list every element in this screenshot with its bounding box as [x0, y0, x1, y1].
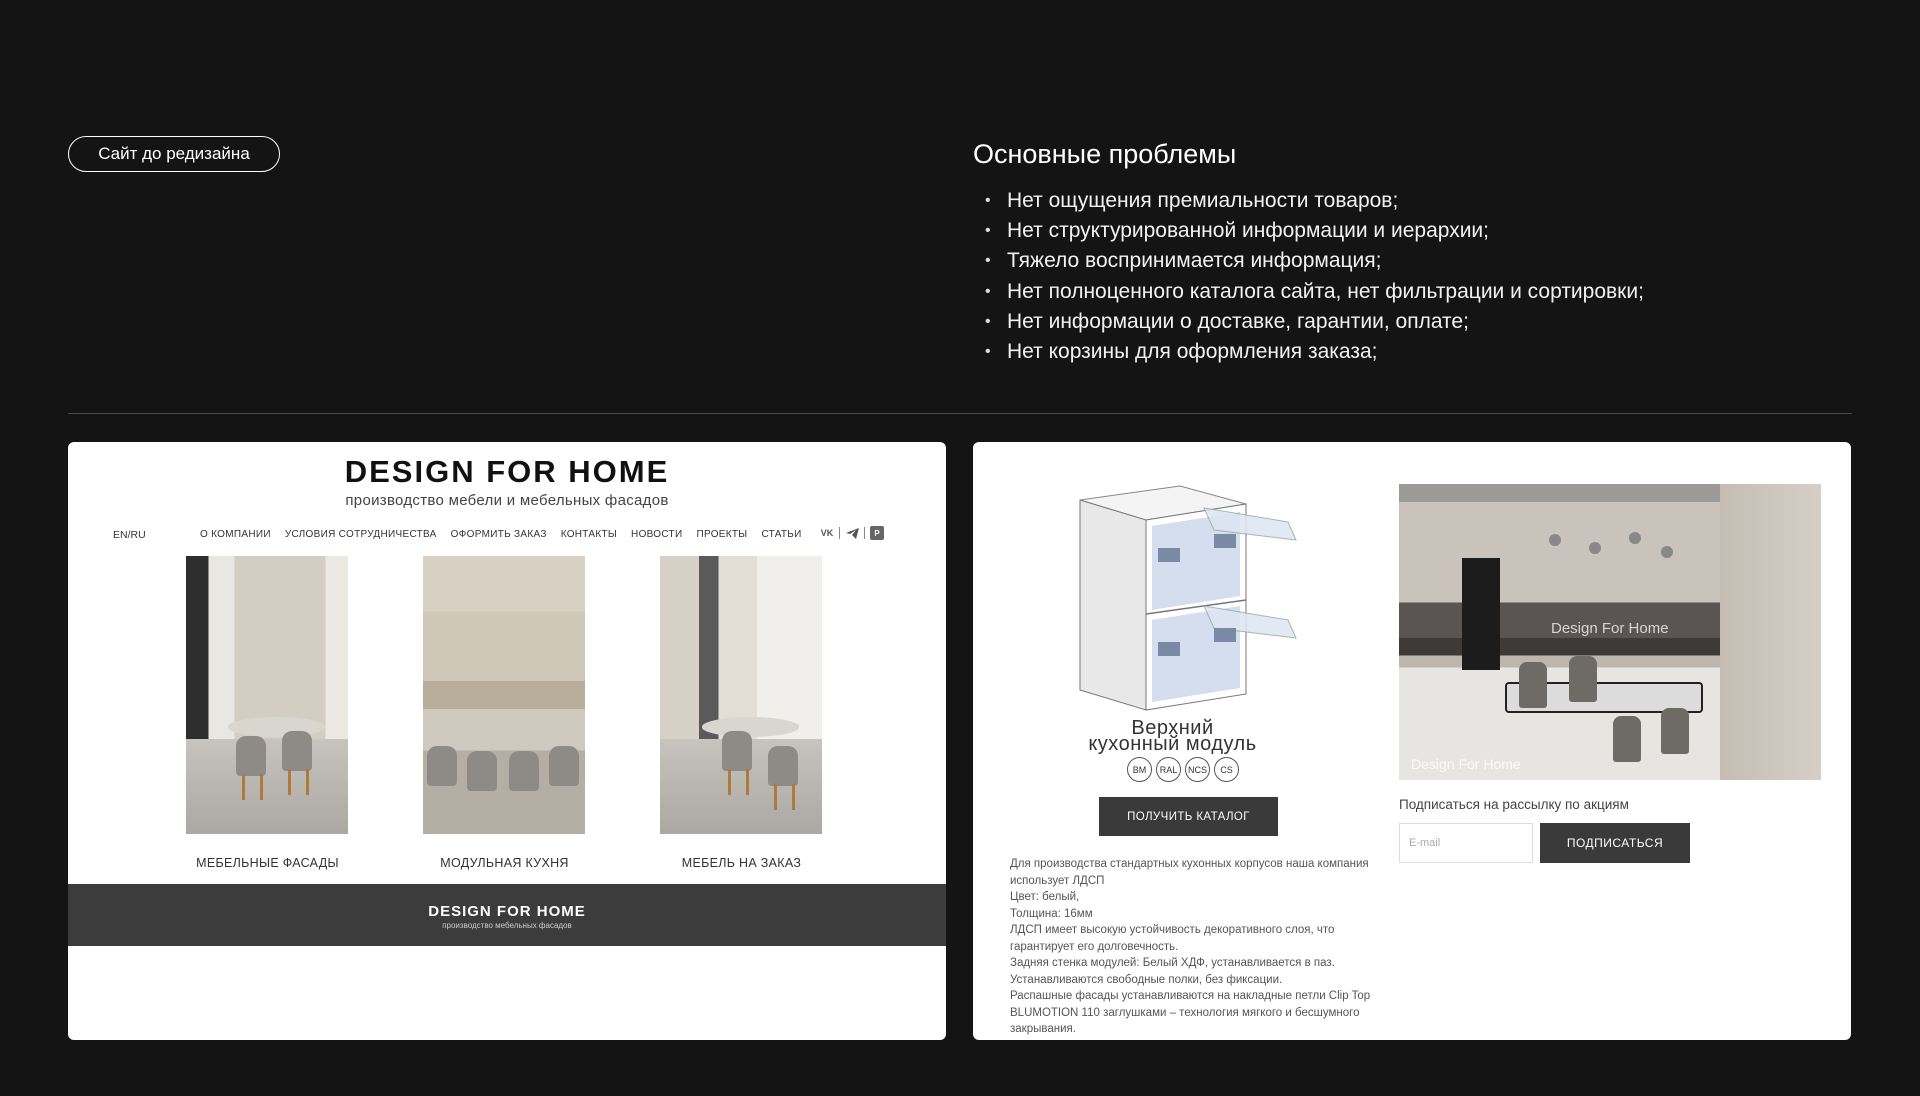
- pendant-lamp: [1661, 546, 1673, 558]
- color-system-badges: [1127, 757, 1239, 782]
- chair-leg: [774, 784, 777, 810]
- problem-item: • Нет полноценного каталога сайта, нет фильтрации и сортировки;: [973, 277, 1853, 307]
- old-homepage-screenshot: [68, 442, 946, 1040]
- description-line: Для производства стандартных кухонных корпусов наша компания использует ЛДСП: [1010, 858, 1369, 887]
- nav-item-order[interactable]: ОФОРМИТЬ ЗАКАЗ: [450, 529, 547, 540]
- product-title: [1075, 717, 1270, 755]
- chair-shape: [1661, 708, 1689, 754]
- description-line: Цвет: белый,: [1010, 891, 1080, 903]
- pendant-lamp: [1549, 534, 1561, 546]
- site-before-redesign-button[interactable]: Сайт до редизайна: [68, 136, 280, 172]
- chair-leg: [288, 769, 291, 795]
- product-description: [1010, 856, 1380, 1038]
- cabinet-illustration: [1068, 482, 1308, 714]
- nav-item-projects[interactable]: ПРОЕКТЫ: [696, 529, 748, 540]
- chair-leg: [746, 769, 749, 795]
- telegram-icon[interactable]: [845, 526, 859, 540]
- facades-photo[interactable]: [186, 556, 348, 834]
- problem-item: • Тяжело воспринимается информация;: [973, 246, 1853, 276]
- description-line: Распашные фасады устанавливаются на накладные петли Clip Top BLUMOTION 110 заглушками – технология мягкого и бесшумного закрывания.: [1010, 990, 1371, 1035]
- badge-ncs[interactable]: NCS: [1185, 757, 1210, 782]
- floor: [186, 739, 348, 834]
- social-separator: [839, 527, 840, 539]
- kitchen-interior-photo[interactable]: [1399, 484, 1821, 780]
- chair-leg: [306, 769, 309, 795]
- nav-item-cooperation[interactable]: УСЛОВИЯ СОТРУДНИЧЕСТВА: [284, 529, 437, 540]
- subscribe-label: Подписаться на рассылку по акциям: [1399, 797, 1629, 812]
- nav-item-news[interactable]: НОВОСТИ: [631, 529, 683, 540]
- badge-cs[interactable]: CS: [1214, 757, 1239, 782]
- chair-leg: [242, 774, 245, 800]
- chair-shape: [549, 746, 579, 786]
- description-line: Задняя стенка модулей: Белый ХДФ, устанавливается в паз.: [1010, 957, 1335, 969]
- site-tagline: производство мебели и мебельных фасадов: [345, 492, 669, 509]
- chair-shape: [509, 751, 539, 791]
- wall-shape: [1720, 484, 1821, 780]
- category-caption[interactable]: МЕБЕЛЬ НА ЗАКАЗ: [681, 856, 802, 870]
- section-divider: [68, 413, 1852, 414]
- chair-shape: [768, 746, 798, 786]
- language-switch[interactable]: EN/RU: [113, 529, 146, 541]
- table-shape: [228, 717, 325, 736]
- main-nav: [200, 529, 802, 540]
- chair-shape: [1613, 716, 1641, 762]
- site-logo[interactable]: DESIGN FOR HOME: [344, 454, 670, 489]
- chair-leg: [792, 784, 795, 810]
- chair-shape: [1519, 662, 1547, 708]
- nav-item-contacts[interactable]: КОНТАКТЫ: [560, 529, 618, 540]
- problem-item: • Нет корзины для оформления заказа;: [973, 337, 1853, 367]
- social-links: [820, 526, 884, 540]
- problems-list: [973, 186, 1853, 367]
- get-catalog-button[interactable]: ПОЛУЧИТЬ КАТАЛОГ: [1099, 797, 1278, 836]
- badge-ral[interactable]: RAL: [1156, 757, 1181, 782]
- description-line: Толщина: 16мм: [1010, 907, 1093, 920]
- subscribe-button[interactable]: ПОДПИСАТЬСЯ: [1540, 823, 1690, 863]
- chair-shape: [236, 736, 266, 776]
- category-caption[interactable]: МЕБЕЛЬНЫЕ ФАСАДЫ: [196, 856, 339, 870]
- problems-section: [973, 136, 1853, 367]
- badge-bm[interactable]: BM: [1127, 757, 1152, 782]
- chair-leg: [728, 769, 731, 795]
- modular-kitchen-photo[interactable]: [423, 556, 585, 834]
- pendant-lamp: [1629, 532, 1641, 544]
- social-separator: [864, 527, 865, 539]
- pinterest-icon[interactable]: P: [870, 526, 884, 540]
- nav-item-about[interactable]: О КОМПАНИИ: [200, 529, 271, 540]
- vk-icon[interactable]: VK: [820, 528, 834, 538]
- chair-shape: [427, 746, 457, 786]
- pendant-lamp: [1589, 542, 1601, 554]
- chair-shape: [722, 731, 752, 771]
- site-footer: [68, 884, 946, 946]
- chair-shape: [1569, 656, 1597, 702]
- old-product-screenshot: [973, 442, 1851, 1040]
- chair-leg: [260, 774, 263, 800]
- email-input[interactable]: [1399, 823, 1533, 863]
- watermark: Design For Home: [1411, 756, 1521, 772]
- table-shape: [702, 717, 799, 736]
- problems-title: Основные проблемы: [973, 139, 1237, 169]
- chair-shape: [467, 751, 497, 791]
- description-line: Устанавливаются свободные полки, без фиксации.: [1010, 973, 1283, 986]
- custom-furniture-photo[interactable]: [660, 556, 822, 834]
- footer-logo: DESIGN FOR HOME: [428, 903, 586, 920]
- footer-tagline: производство мебельных фасадов: [442, 921, 572, 930]
- oven-shape: [1462, 558, 1500, 670]
- problem-item: • Нет структурированной информации и иерархии;: [973, 216, 1853, 246]
- watermark: Design For Home: [1551, 620, 1669, 637]
- nav-item-articles[interactable]: СТАТЬИ: [761, 529, 802, 540]
- chair-shape: [282, 731, 312, 771]
- description-line: ЛДСП имеет высокую устойчивость декоративного слоя, что гарантирует его долговечность.: [1010, 924, 1335, 953]
- problem-item: • Нет информации о доставке, гарантии, оплате;: [973, 307, 1853, 337]
- problem-item: • Нет ощущения премиальности товаров;: [973, 186, 1853, 216]
- category-caption[interactable]: МОДУЛЬНАЯ КУХНЯ: [440, 856, 569, 870]
- product-title-line: кухонный модуль: [1088, 733, 1257, 755]
- product-title-line: Верхний: [1131, 717, 1214, 739]
